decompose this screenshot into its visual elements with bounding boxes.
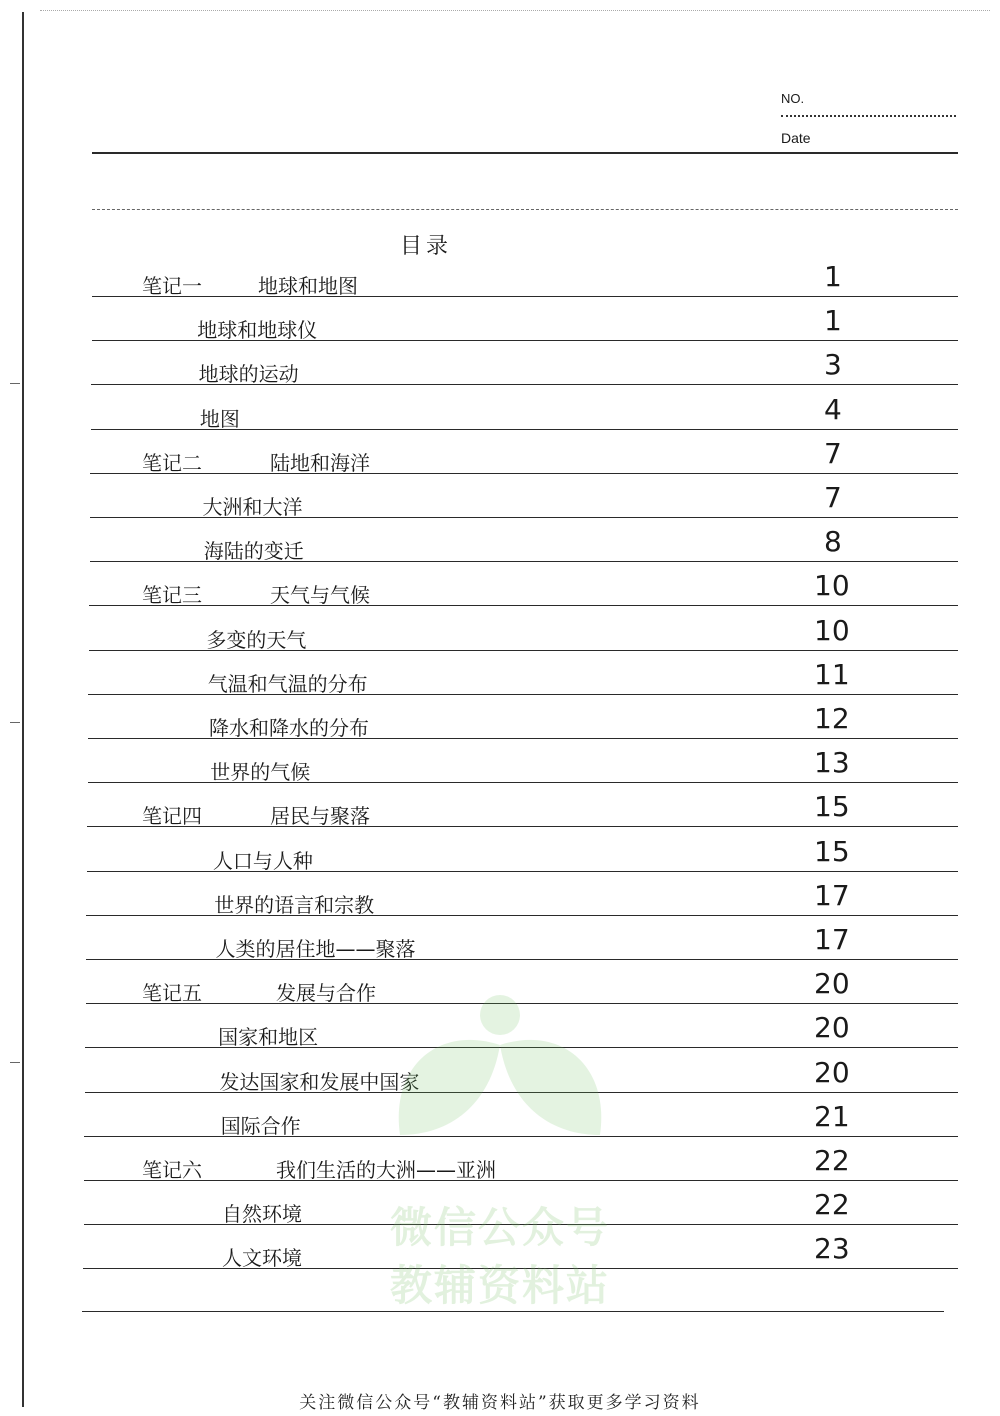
toc-chapter-row	[0, 1144, 1000, 1188]
row-rule	[85, 1047, 958, 1048]
page-number: 22	[814, 1144, 850, 1177]
page-number: 11	[814, 657, 850, 691]
toc-section-row	[0, 1011, 1000, 1055]
toc-section-row	[0, 481, 1000, 525]
page-number: 22	[814, 1188, 850, 1222]
section-title: 发达国家和发展中国家	[219, 1069, 420, 1094]
row-rule	[83, 1268, 958, 1269]
watermark-line1: 微信公众号	[389, 1203, 610, 1252]
toc-chapter-row	[0, 569, 1000, 613]
row-rule	[84, 1136, 958, 1137]
row-rule	[89, 605, 958, 606]
chapter-title: 地球和地图	[258, 274, 358, 298]
toc-section-row	[0, 657, 1000, 702]
header-no-dotted-line	[781, 115, 956, 117]
section-title: 国家和地区	[218, 1025, 319, 1050]
toc-chapter-row	[0, 260, 1000, 304]
toc-section-row	[0, 878, 1000, 923]
section-title: 海陆的变迁	[203, 539, 304, 564]
watermark-line2: 教辅资料站	[389, 1261, 610, 1310]
toc-section-row	[0, 702, 1000, 746]
bottom-rule	[82, 1311, 944, 1312]
section-title: 气温和气温的分布	[207, 671, 368, 696]
row-rule	[84, 1224, 958, 1225]
page-number: 21	[814, 1099, 850, 1133]
chapter-title: 发展与合作	[276, 981, 376, 1006]
chapter-label: 笔记三	[142, 583, 202, 608]
page-number: 1	[824, 260, 842, 293]
page-number: 20	[814, 967, 850, 1001]
page-number: 7	[824, 481, 842, 514]
toc-section-row	[0, 348, 1000, 392]
page-number: 13	[814, 746, 850, 780]
section-title: 地球和地球仪	[197, 318, 318, 343]
page-number: 10	[814, 613, 850, 647]
page-number: 20	[814, 1011, 850, 1045]
row-rule	[87, 826, 958, 827]
toc-section-row	[0, 392, 1000, 437]
toc-section-row	[0, 923, 1000, 967]
toc-title: 目录	[400, 234, 453, 259]
page-number: 20	[814, 1055, 850, 1089]
chapter-label: 笔记六	[142, 1158, 202, 1182]
section-title: 人口与人种	[212, 848, 313, 873]
toc-section-row	[0, 1232, 1000, 1276]
section-title: 人类的居住地——聚落	[215, 937, 416, 961]
toc-chapter-row	[0, 790, 1000, 834]
toc-section-row	[0, 1099, 1000, 1144]
toc-section-row	[0, 1055, 1000, 1100]
row-rule	[90, 473, 958, 474]
page-number: 7	[824, 436, 842, 470]
page-number: 8	[824, 525, 842, 559]
page-number: 4	[824, 392, 842, 426]
header-no-label: NO.	[781, 91, 805, 106]
page-number: 17	[814, 878, 850, 912]
toc-section-row	[0, 834, 1000, 879]
row-rule	[92, 296, 958, 297]
page-number: 1	[824, 304, 842, 338]
row-rule	[84, 1180, 958, 1181]
toc-chapter-row	[0, 967, 1000, 1011]
page-number: 15	[814, 834, 850, 868]
page-number: 23	[814, 1232, 850, 1266]
chapter-label: 笔记五	[142, 981, 202, 1006]
toc-section-row	[0, 746, 1000, 790]
toc-section-row	[0, 304, 1000, 348]
toc-chapter-row	[0, 436, 1000, 481]
footer-note: 关注微信公众号“教辅资料站”获取更多学习资料	[299, 1393, 701, 1413]
section-title: 大洲和大洋	[202, 495, 303, 519]
top-edge-dots	[40, 10, 990, 13]
toc-section-row	[0, 1188, 1000, 1232]
top-tick-rule	[92, 209, 958, 211]
page-number: 12	[814, 702, 850, 735]
section-title: 世界的气候	[210, 760, 311, 785]
chapter-label: 笔记二	[142, 450, 202, 475]
section-title: 国际合作	[220, 1113, 301, 1138]
page-number: 17	[814, 923, 850, 956]
header-date-label: Date	[781, 130, 811, 146]
toc-section-row	[0, 525, 1000, 569]
section-title: 多变的天气	[206, 627, 307, 652]
chapter-title: 居民与聚落	[270, 804, 370, 829]
header-rule	[92, 152, 958, 154]
section-title: 世界的语言和宗教	[214, 892, 375, 917]
chapter-title: 我们生活的大洲——亚洲	[276, 1158, 496, 1182]
page-number: 10	[814, 569, 850, 603]
chapter-title: 陆地和海洋	[270, 450, 370, 475]
section-title: 地图	[199, 406, 240, 431]
section-title: 降水和降水的分布	[209, 716, 369, 740]
section-title: 人文环境	[222, 1246, 302, 1271]
page-number: 15	[814, 790, 850, 824]
chapter-title: 天气与气候	[270, 583, 370, 608]
row-rule	[85, 1092, 958, 1093]
chapter-label: 笔记一	[142, 274, 202, 298]
section-title: 地球的运动	[198, 362, 299, 387]
toc-section-row	[0, 613, 1000, 658]
row-rule	[86, 1003, 958, 1004]
page-number: 3	[824, 348, 842, 382]
section-title: 自然环境	[222, 1202, 302, 1227]
chapter-label: 笔记四	[142, 804, 202, 829]
